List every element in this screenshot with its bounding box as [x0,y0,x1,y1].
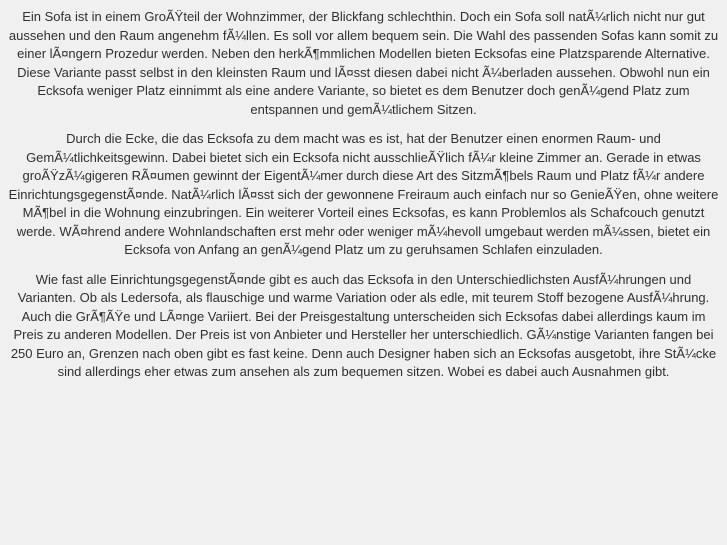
article-paragraph-3: Wie fast alle EinrichtungsgegenstÃ¤nde gibt es auch das Ecksofa in den Unterschiedlichsten AusfÃ¼hrungen und Varianten. Ob als Ledersofa, als flauschige und warme Variation oder als edle, mit teurem Stoff bezogene AusfÃ¼hrung. Auch die GrÃ¶ÃŸe und LÃ¤nge Variiert. Bei der Preisgestaltung unterscheiden sich Ecksofas dabei allerdings kaum im Preis zu anderen Modellen. Der Preis ist von Anbieter und Hersteller her unterschiedlich. GÃ¼nstige Varianten fangen bei 250 Euro an, Grenzen nach oben gibt es fast keine. Denn auch Designer haben sich an Ecksofas ausgetobt, ihre StÃ¼cke sind allerdings eher etwas zum ansehen als zum bequemen sitzen. Wobei es dabei auch Ausnahmen gibt. [10,271,717,379]
article-body [8,8,719,382]
article-paragraph-1: Ein Sofa ist in einem GroÃŸteil der Wohnzimmer, der Blickfang schlechthin. Doch ein Sofa soll natÃ¼rlich nicht nur gut aussehen und den Raum angenehm fÃ¼llen. Es soll vor allem bequem sein. Die Wahl des passenden Sofas kann somit zu einer lÃ¤ngern Prozedur werden. Neben den herkÃ¶mmlichen Modellen bieten Ecksofas eine Platzsparende Alternative. Diese Variante passt selbst in den kleinsten Raum und lÃ¤sst diesen dabei nicht Ã¼berladen aussehen. Obwohl nun ein Ecksofa weniger Platz einnimmt als eine andere Variante, so bietet es dem Benutzer doch genÃ¼gend Platz zum entspannen und gemÃ¼tlichem Sitzen. [8,9,719,117]
article-paragraph-2: Durch die Ecke, die das Ecksofa zu dem macht was es ist, hat der Benutzer einen enormen Raum- und GemÃ¼tlichkeitsgewinn. Dabei bietet sich ein Ecksofa nicht ausschlieÃŸlich fÃ¼r kleine Zimmer an. Gerade in etwas groÃŸzÃ¼gigeren RÃ¤umen gewinnt der EigentÃ¼mer durch diese Art des SitzmÃ¶bels Raum und Platz fÃ¼r andere EinrichtungsgegenstÃ¤nde. NatÃ¼rlich lÃ¤sst sich der gewonnene Freiraum auch einfach nur so GenieÃŸen, ohne weitere MÃ¶bel in die Wohnung einzubringen. Ein weiterer Vorteil eines Ecksofas, es kann Problemlos als Schafcouch genutzt werde. WÃ¤hrend andere Wohnlandschaften erst mehr oder weniger mÃ¼hevoll umgebaut werden mÃ¼ssen, bietet ein Ecksofa von Anfang an genÃ¼gend Platz um zu geruhsamen Schlafen einzuladen. [8,131,719,257]
